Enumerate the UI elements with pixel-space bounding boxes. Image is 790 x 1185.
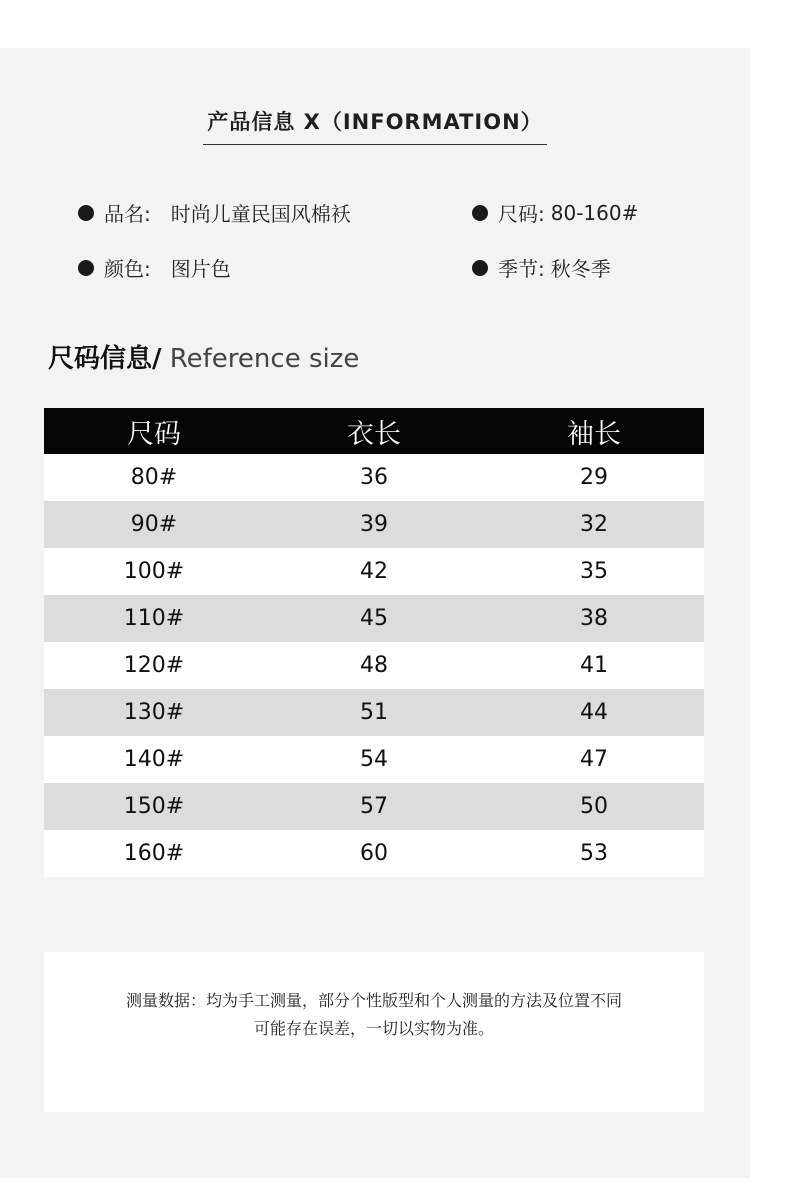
info-item-name bbox=[78, 198, 351, 227]
table-row bbox=[44, 830, 704, 877]
table-cell: 51 bbox=[264, 689, 484, 736]
column-header-length: 衣长 bbox=[264, 408, 484, 454]
table-row bbox=[44, 736, 704, 783]
bullet-icon bbox=[472, 260, 488, 276]
name-value: 时尚儿童民国风棉袄 bbox=[170, 202, 351, 226]
size-table bbox=[44, 408, 704, 877]
table-cell: 150# bbox=[44, 783, 264, 830]
info-item-size bbox=[472, 198, 638, 227]
table-cell: 160# bbox=[44, 830, 264, 877]
table-cell: 38 bbox=[484, 595, 704, 642]
table-cell: 110# bbox=[44, 595, 264, 642]
column-header-sleeve: 袖长 bbox=[484, 408, 704, 454]
info-item-season bbox=[472, 253, 611, 282]
name-label: 品名: bbox=[104, 202, 151, 226]
size-heading-cn: 尺码信息/ bbox=[48, 344, 162, 374]
color-label: 颜色: bbox=[104, 257, 151, 281]
info-item-color bbox=[78, 253, 231, 282]
table-row bbox=[44, 548, 704, 595]
page-title: 产品信息 X（INFORMATION） bbox=[203, 106, 546, 145]
table-cell: 54 bbox=[264, 736, 484, 783]
size-value: 80-160# bbox=[550, 200, 639, 225]
table-cell: 53 bbox=[484, 830, 704, 877]
table-row bbox=[44, 454, 704, 501]
info-card bbox=[0, 48, 750, 1178]
size-section-heading bbox=[48, 338, 359, 375]
table-cell: 120# bbox=[44, 642, 264, 689]
info-header bbox=[0, 106, 750, 145]
bullet-icon bbox=[78, 205, 94, 221]
season-value: 秋冬季 bbox=[550, 257, 611, 281]
table-cell: 29 bbox=[484, 454, 704, 501]
table-cell: 42 bbox=[264, 548, 484, 595]
table-cell: 36 bbox=[264, 454, 484, 501]
color-value: 图片色 bbox=[170, 257, 231, 281]
bullet-icon bbox=[472, 205, 488, 221]
column-header-size: 尺码 bbox=[44, 408, 264, 454]
table-cell: 57 bbox=[264, 783, 484, 830]
table-row bbox=[44, 595, 704, 642]
table-cell: 100# bbox=[44, 548, 264, 595]
table-cell: 35 bbox=[484, 548, 704, 595]
measurement-note bbox=[44, 952, 704, 1112]
table-cell: 50 bbox=[484, 783, 704, 830]
note-line-2: 可能存在误差，一切以实物为准。 bbox=[253, 1019, 494, 1038]
table-row bbox=[44, 642, 704, 689]
table-row bbox=[44, 501, 704, 548]
table-cell: 130# bbox=[44, 689, 264, 736]
table-cell: 32 bbox=[484, 501, 704, 548]
table-header-row bbox=[44, 408, 704, 454]
season-label: 季节: bbox=[498, 257, 545, 281]
bullet-icon bbox=[78, 260, 94, 276]
note-line-1: 测量数据：均为手工测量，部分个性版型和个人测量的方法及位置不同 bbox=[125, 991, 622, 1010]
table-cell: 39 bbox=[264, 501, 484, 548]
size-label: 尺码: bbox=[498, 202, 545, 226]
table-cell: 140# bbox=[44, 736, 264, 783]
table-cell: 60 bbox=[264, 830, 484, 877]
table-cell: 41 bbox=[484, 642, 704, 689]
table-row bbox=[44, 783, 704, 830]
table-cell: 44 bbox=[484, 689, 704, 736]
table-cell: 47 bbox=[484, 736, 704, 783]
table-row bbox=[44, 689, 704, 736]
table-cell: 48 bbox=[264, 642, 484, 689]
size-heading-en: Reference size bbox=[161, 344, 360, 374]
table-cell: 90# bbox=[44, 501, 264, 548]
table-cell: 45 bbox=[264, 595, 484, 642]
table-cell: 80# bbox=[44, 454, 264, 501]
